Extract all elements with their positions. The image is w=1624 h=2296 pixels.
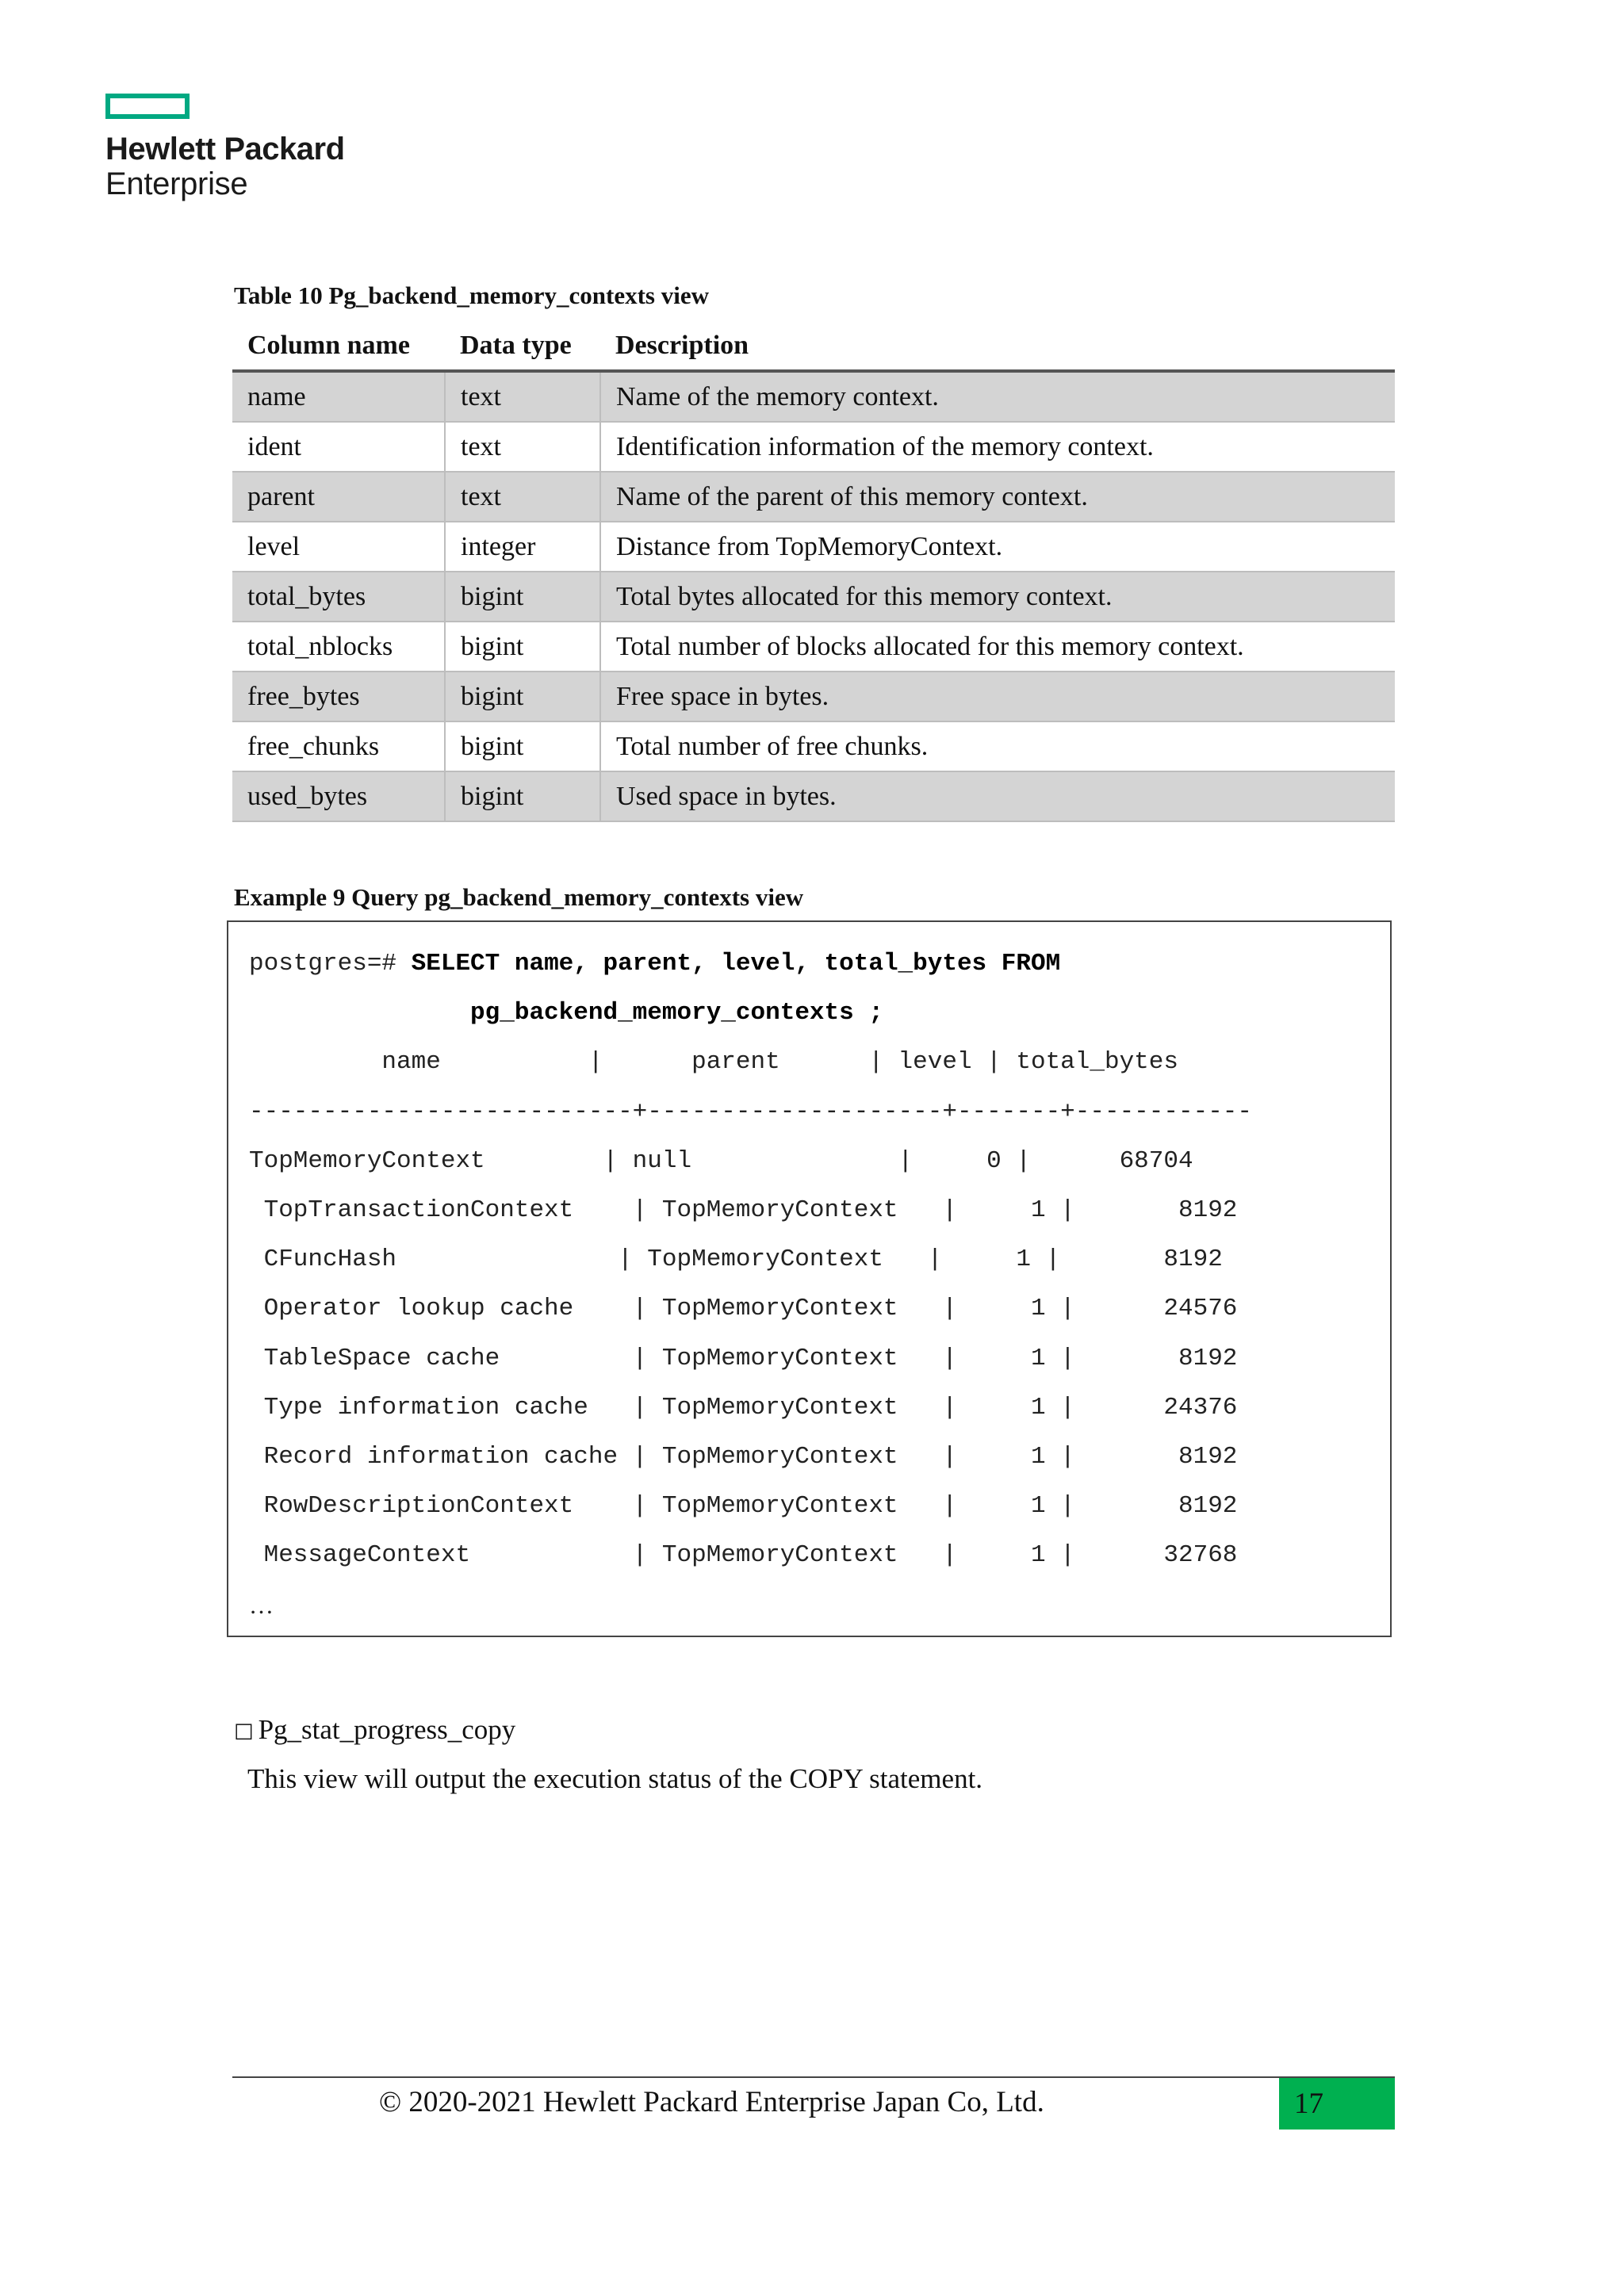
cell-data-type: integer (445, 522, 600, 572)
header-column-name: Column name (232, 322, 445, 371)
cell-description: Total number of free chunks. (600, 721, 1395, 771)
code-block (228, 922, 1390, 1632)
output-separator: --------------------------+--------------------+-------+------------ (249, 1097, 1253, 1126)
footer-divider (232, 2076, 1395, 2078)
cell-data-type: bigint (445, 672, 600, 721)
table-row (232, 622, 1395, 672)
memory-contexts-table (232, 322, 1395, 822)
table-header-row (232, 322, 1395, 371)
output-row: RowDescriptionContext | TopMemoryContext | 1 | 8192 (249, 1492, 1238, 1521)
output-row: CFuncHash | TopMemoryContext | 1 | 8192 (249, 1246, 1223, 1274)
output-row: Type information cache | TopMemoryContext | 1 | 24376 (249, 1393, 1238, 1422)
logo-text-line1: Hewlett Packard (105, 132, 345, 166)
section-description: This view will output the execution status of the COPY statement. (247, 1763, 983, 1794)
table-row (232, 522, 1395, 572)
example-caption: Example 9 Query pg_backend_memory_contexts view (234, 883, 804, 911)
output-header-row: name | parent | level | total_bytes (249, 1048, 1178, 1077)
checkbox-square-icon: □ (234, 1719, 254, 1743)
code-example-box (227, 920, 1392, 1637)
cell-description: Name of the memory context. (600, 371, 1395, 422)
output-row: Operator lookup cache | TopMemoryContext | 1 | 24576 (249, 1295, 1238, 1323)
cell-column-name: total_bytes (232, 572, 445, 622)
table-row (232, 672, 1395, 721)
table-caption: Table 10 Pg_backend_memory_contexts view (234, 281, 710, 309)
psql-prompt: postgres=# (249, 950, 412, 978)
cell-data-type: bigint (445, 622, 600, 672)
cell-column-name: level (232, 522, 445, 572)
query-indent (249, 999, 470, 1027)
cell-data-type: text (445, 472, 600, 522)
section-heading (234, 1714, 515, 1746)
cell-column-name: ident (232, 422, 445, 472)
output-row: TopMemoryContext | null | 0 | 68704 (249, 1146, 1193, 1175)
page-number: 17 (1294, 2087, 1323, 2120)
hpe-logo-rectangle-icon (105, 94, 190, 119)
table-row (232, 422, 1395, 472)
cell-column-name: free_chunks (232, 721, 445, 771)
logo-text-line2: Enterprise (105, 166, 248, 201)
cell-data-type: text (445, 422, 600, 472)
cell-description: Name of the parent of this memory context. (600, 472, 1395, 522)
table-row (232, 771, 1395, 821)
output-row: Record information cache | TopMemoryContext | 1 | 8192 (249, 1443, 1238, 1471)
cell-description: Distance from TopMemoryContext. (600, 522, 1395, 572)
header-data-type: Data type (445, 322, 600, 371)
cell-data-type: bigint (445, 771, 600, 821)
cell-data-type: bigint (445, 572, 600, 622)
footer-copyright: © 2020-2021 Hewlett Packard Enterprise Japan Co, Ltd. (379, 2086, 1044, 2118)
output-ellipsis: … (249, 1590, 274, 1619)
cell-data-type: bigint (445, 721, 600, 771)
table-row (232, 572, 1395, 622)
cell-description: Total bytes allocated for this memory context. (600, 572, 1395, 622)
output-row: TableSpace cache | TopMemoryContext | 1 | 8192 (249, 1344, 1238, 1372)
query-line-2: pg_backend_memory_contexts ; (470, 999, 883, 1027)
output-row: MessageContext | TopMemoryContext | 1 | 32768 (249, 1541, 1238, 1570)
section-title: Pg_stat_progress_copy (258, 1714, 516, 1745)
cell-data-type: text (445, 371, 600, 422)
table-row (232, 721, 1395, 771)
cell-description: Identification information of the memory context. (600, 422, 1395, 472)
query-line-1: SELECT name, parent, level, total_bytes FROM (411, 950, 1061, 978)
cell-column-name: used_bytes (232, 771, 445, 821)
cell-column-name: name (232, 371, 445, 422)
cell-column-name: parent (232, 472, 445, 522)
output-row: TopTransactionContext | TopMemoryContext | 1 | 8192 (249, 1196, 1238, 1225)
cell-description: Free space in bytes. (600, 672, 1395, 721)
cell-description: Used space in bytes. (600, 771, 1395, 821)
cell-column-name: total_nblocks (232, 622, 445, 672)
table-row (232, 472, 1395, 522)
hpe-logo (105, 94, 345, 201)
cell-column-name: free_bytes (232, 672, 445, 721)
header-description: Description (600, 322, 1395, 371)
table-row (232, 371, 1395, 422)
cell-description: Total number of blocks allocated for this memory context. (600, 622, 1395, 672)
